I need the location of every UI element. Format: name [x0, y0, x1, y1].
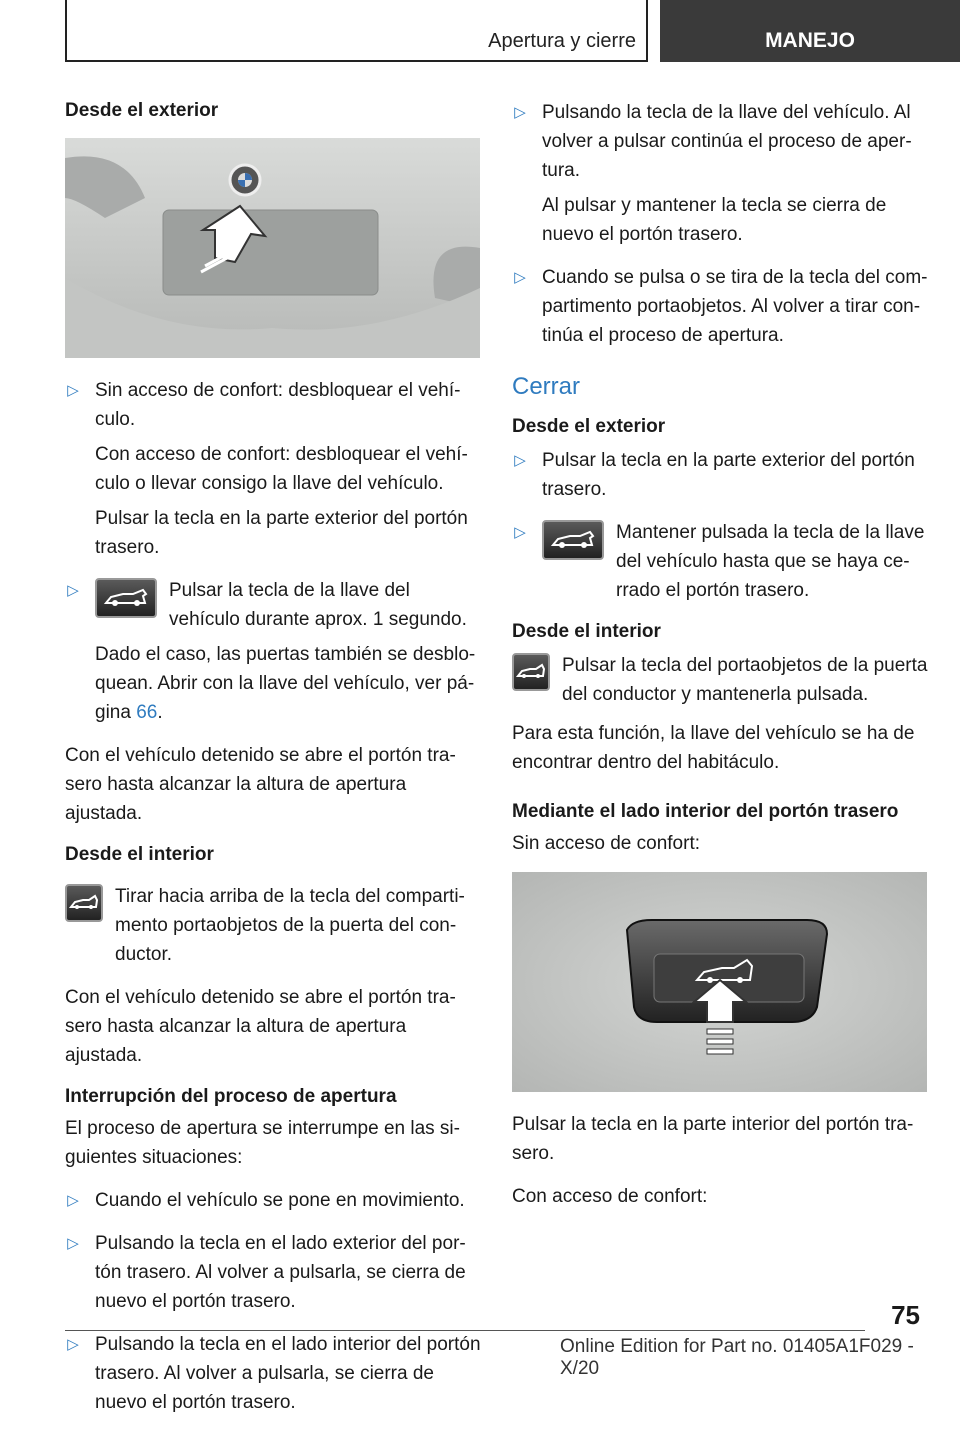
tailgate-key-icon [542, 520, 604, 560]
heading-cerrar: Cerrar [512, 373, 581, 400]
chapter-tab[interactable]: MANEJO [660, 0, 960, 62]
list-item: ▷ Cuando se pulsa o se tira de la tecla del com-partimento portaobjetos. Al volver a tirar con-tinúa el proceso de apertura. [512, 263, 932, 350]
page-number: 75 [891, 1300, 920, 1330]
list-item: ▷ Cuando el vehículo se pone en movimiento. [65, 1186, 485, 1215]
list-item: ▷ Sin acceso de confort: desbloquear el vehí-culo. Con acceso de confort: desbloquear el vehí-culo o llevar consigo la llave del vehículo. Pulsar la tecla en la parte exterior del portón trasero. [65, 376, 485, 562]
list-item: ▷ Pulsando la tecla en el lado interior del portón trasero. Al volver a pulsarla, se cierra de nuevo el portón trasero. [65, 1330, 485, 1417]
paragraph: Para esta función, la llave del vehículo se ha de encontrar dentro del habitáculo. [512, 723, 915, 773]
bullet-triangle-icon: ▷ [67, 382, 79, 399]
paragraph: Con acceso de confort: [512, 1186, 708, 1207]
heading-exterior: Desde el exterior [65, 100, 219, 121]
paragraph: Sin acceso de confort: [512, 833, 700, 854]
bullet-triangle-icon: ▷ [514, 452, 526, 469]
heading-interior: Desde el interior [512, 621, 661, 642]
page-link[interactable]: 66 [136, 702, 158, 723]
bullet-triangle-icon: ▷ [514, 269, 526, 286]
tailgate-switch-icon [65, 884, 103, 922]
paragraph: Con el vehículo detenido se abre el portón tra-sero hasta alcanzar la altura de apertura ajustada. [65, 987, 456, 1066]
list-item: ▷ Pulsando la tecla de la llave del vehículo. Al volver a pulsar continúa el proceso de aper-tura. Al pulsar y mantener la tecla se cierra de nuevo el portón trasero. [512, 98, 932, 249]
tailgate-interior-button-photo [512, 872, 927, 1092]
list-item: ▷ Pulsar la tecla en la parte exterior del portón trasero. [512, 446, 932, 504]
heading-interior: Desde el interior [65, 844, 214, 865]
bullet-triangle-icon: ▷ [67, 1235, 79, 1252]
paragraph: El proceso de apertura se interrumpe en las si-guientes situaciones: [65, 1118, 460, 1168]
heading-exterior: Desde el exterior [512, 416, 666, 437]
bullet-triangle-icon: ▷ [514, 524, 526, 541]
paragraph: Pulsar la tecla en la parte interior del portón tra-sero. [512, 1114, 914, 1164]
heading-interrupt: Interrupción del proceso de apertura [65, 1086, 397, 1107]
list-item: ▷ Pulsando la tecla en el lado exterior del por-tón trasero. Al volver a pulsarla, se cierra de nuevo el portón trasero. [65, 1229, 485, 1316]
footer-edition: Online Edition for Part no. 01405A1F029 - X/20 [560, 1336, 914, 1379]
tailgate-key-icon [95, 578, 157, 618]
footer-divider [65, 1330, 865, 1331]
paragraph: Con el vehículo detenido se abre el portón tra-sero hasta alcanzar la altura de apertura ajustada. [65, 745, 456, 824]
tailgate-switch-icon [512, 653, 550, 691]
list-item: ▷ Mantener pulsada la tecla de la llave del vehículo hasta que se haya ce-rrado el portón trasero. [512, 518, 932, 605]
bullet-triangle-icon: ▷ [514, 104, 526, 121]
left-column: Desde el exterior ▷ Sin acceso de confort: desbloquear el vehí-culo. Con acceso de confort: desbloquear el vehí-culo o llevar consigo la llave del vehículo. Pulsar la tecla en la parte exterior del portón trasero. ▷ Pulsar la tecla de la llave del vehículo durante aprox. 1 segundo. Dado el caso, las puertas también se desblo-quean. Abrir con la llave del vehículo, ver pá-gina 66. Con el vehículo detenido se abre el portón tra-sero hasta alcanzar la altura de apertura ajustada. Desde el interior Tirar hacia arriba de la tecla del comparti-mento portaobjetos de la puerta del con-ductor. Con el vehículo detenido se abre el portón tra-sero hasta alcanzar la altura de apertura ajustada. Interrupción del proceso de apertura El proceso de apertura se interrumpe en las si-guientes situaciones: ▷ Cuando el vehículo se pone en movimiento. ▷ Pulsando la tecla en el lado exterior del por-tón trasero. Al volver a pulsarla, se cierra de nuevo el portón trasero. ▷ Pulsando la tecla en el lado interior del portón trasero. Al volver a pulsarla, se cierra de nuevo el portón trasero. [65, 98, 485, 1431]
right-column: ▷ Pulsando la tecla de la llave del vehículo. Al volver a pulsar continúa el proceso de aper-tura. Al pulsar y mantener la tecla se cierra de nuevo el portón trasero. ▷ Cuando se pulsa o se tira de la tecla del com-partimento portaobjetos. Al volver a tirar con-tinúa el proceso de apertura. Cerrar Desde el exterior ▷ Pulsar la tecla en la parte exterior del portón trasero. ▷ Mantener pulsada la tecla de la llave del vehículo hasta que se haya ce-rrado el portón trasero. Desde el interior Pulsar la tecla del portaobjetos de la puerta del conductor y mantenerla pulsada. Para esta función, la llave del vehículo se ha de encontrar dentro del habitáculo. Mediante el lado interior del portón trasero Sin acceso de confort: Pulsar la tecla en la parte interior del portón tra-sero. Con acceso de confort: [512, 98, 932, 1225]
heading-inner-side: Mediante el lado interior del portón trasero [512, 801, 899, 822]
bullet-triangle-icon: ▷ [67, 582, 79, 599]
list-item: ▷ Pulsar la tecla de la llave del vehículo durante aprox. 1 segundo. Dado el caso, las puertas también se desblo-quean. Abrir con la llave del vehículo, ver pá-gina 66. [65, 576, 485, 727]
section-title: Apertura y cierre [488, 30, 636, 52]
tailgate-exterior-photo [65, 138, 480, 358]
bullet-triangle-icon: ▷ [67, 1192, 79, 1209]
bullet-triangle-icon: ▷ [67, 1336, 79, 1353]
